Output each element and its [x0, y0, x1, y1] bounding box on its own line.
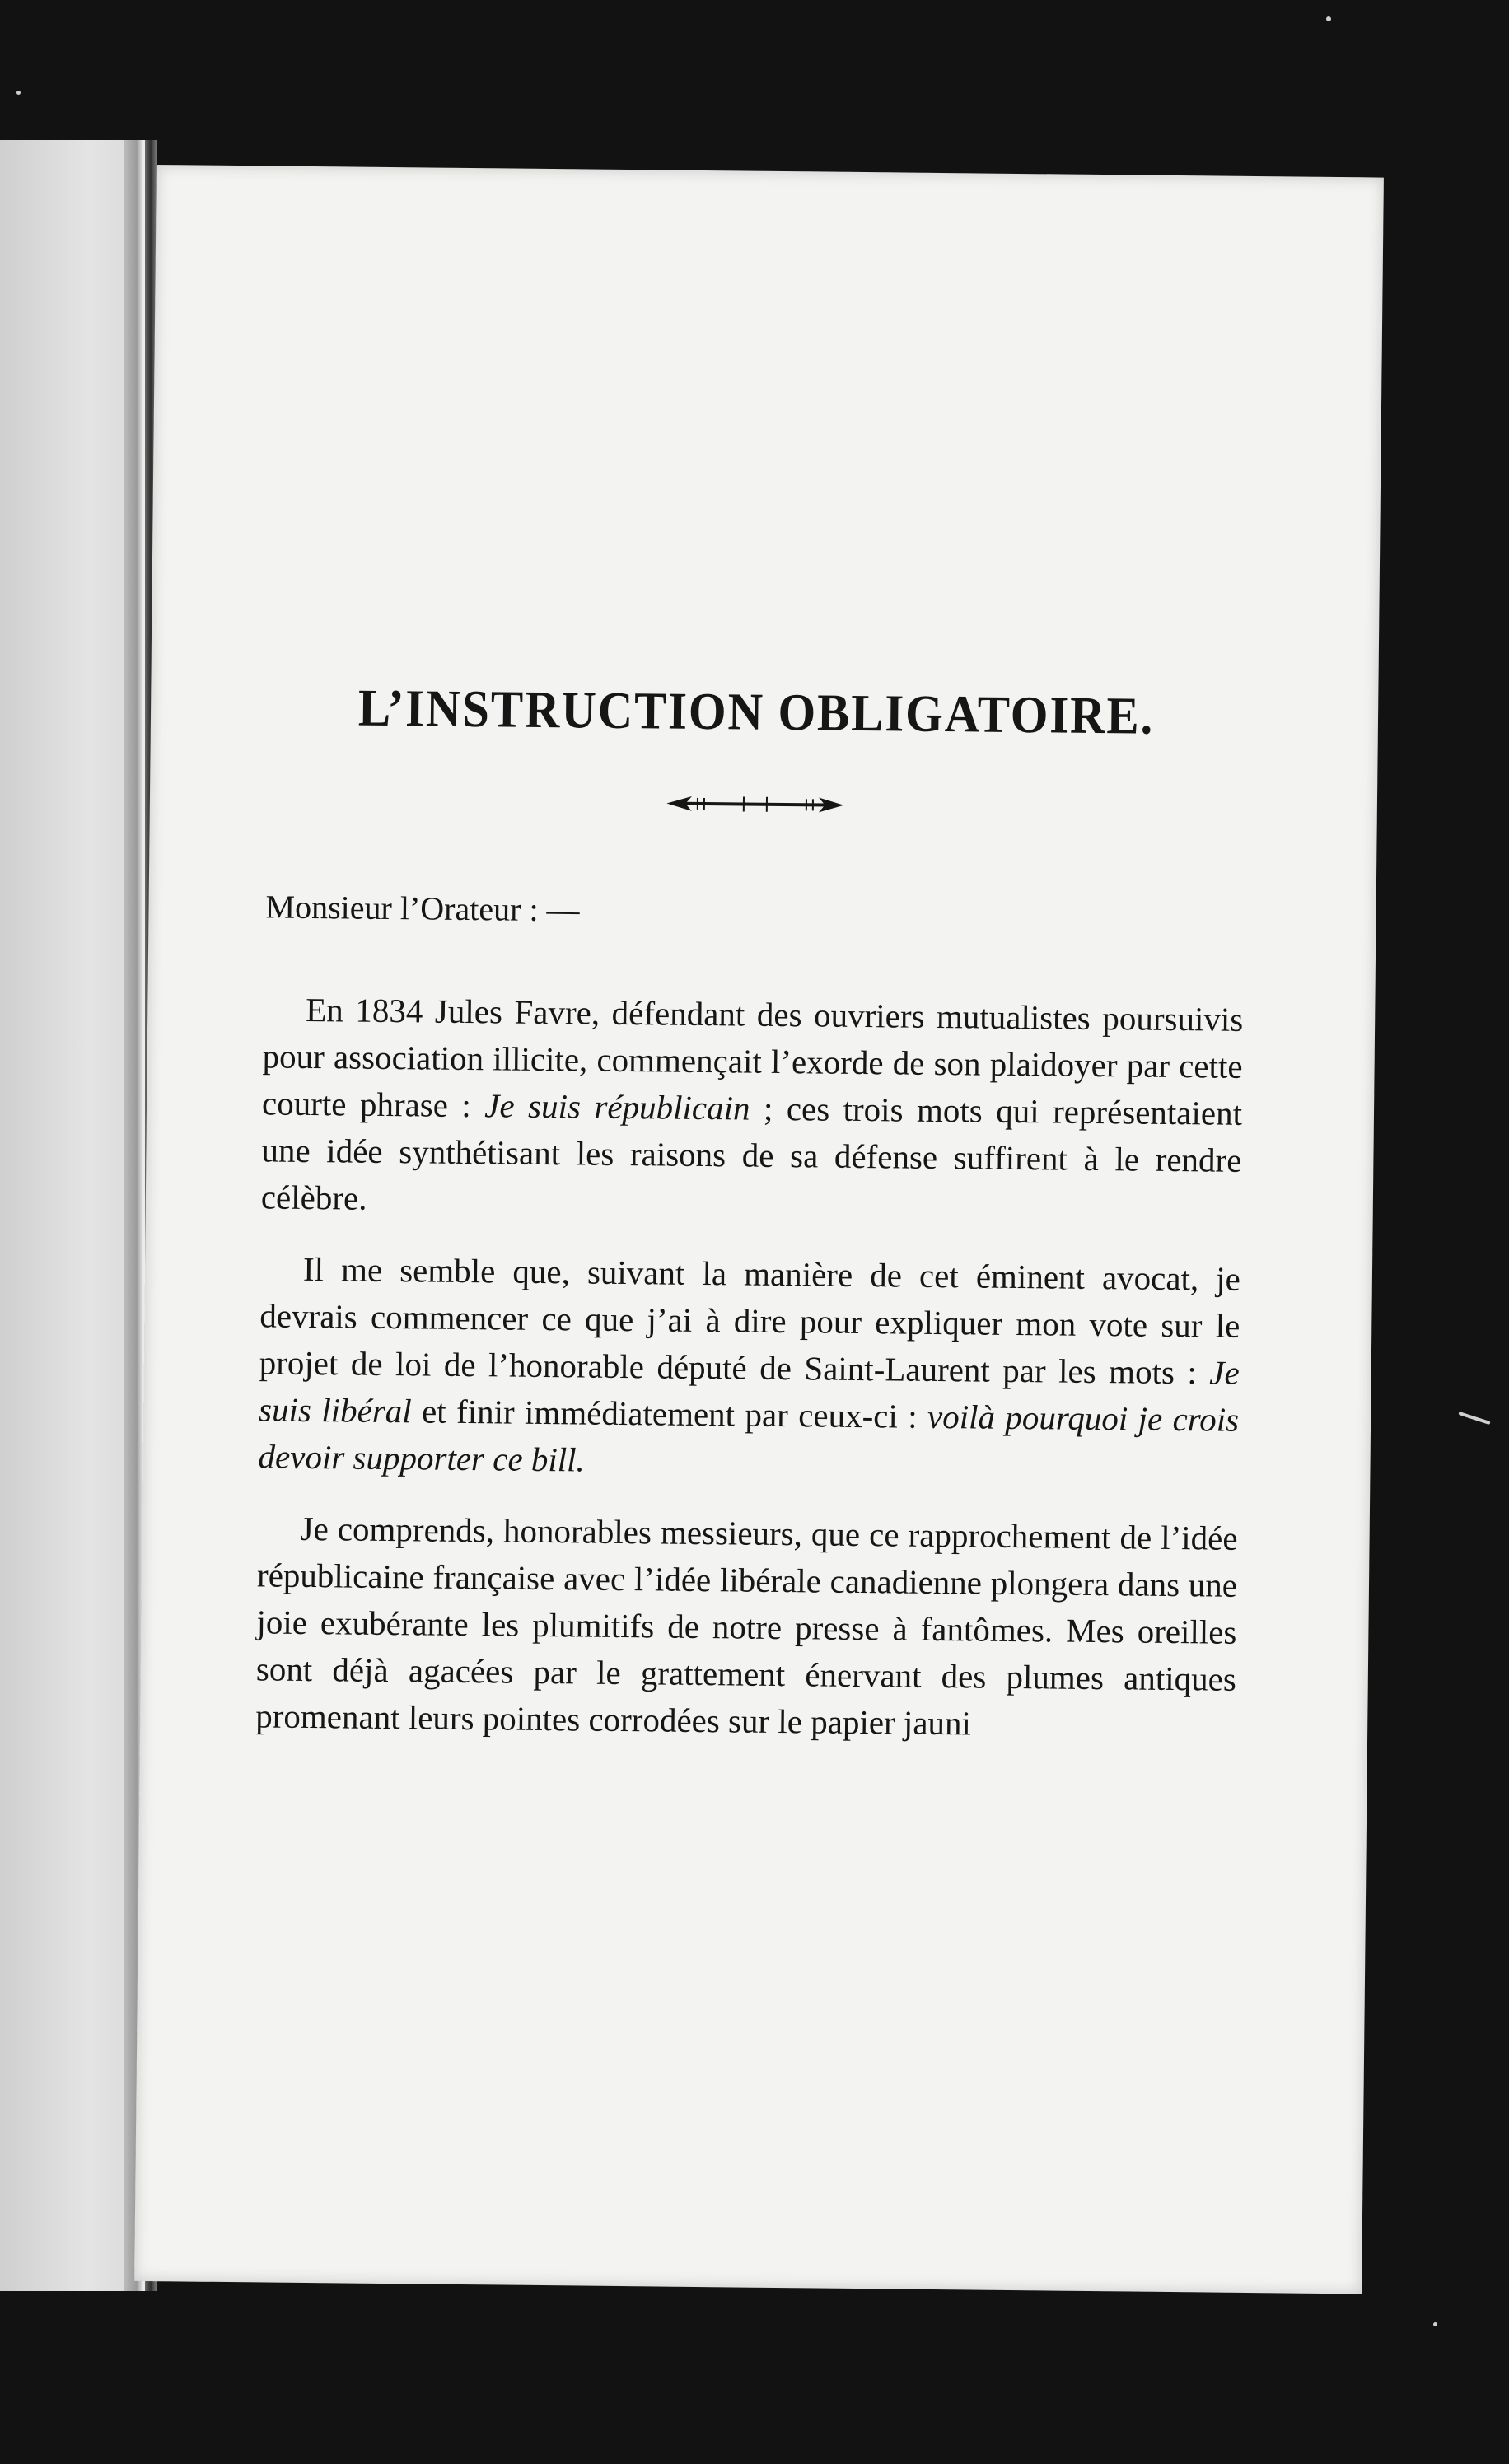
- paragraph-italic-text: Je suis libéral: [258, 1353, 1240, 1430]
- paragraph-text: En 1834 Jules Favre, défendant des ouvriers mutualistes poursuivis pour association illicite, commençait l’exorde de son plaidoyer par cette courte phrase :: [261, 990, 1244, 1125]
- scan-speck: [1326, 16, 1331, 21]
- page-text-block: [255, 676, 1247, 1774]
- salutation: Monsieur l’Orateur : —: [265, 888, 580, 929]
- paragraph-text: Il me semble que, suivant la manière de cet éminent avocat, je devrais commencer ce que j’ai à dire pour expliquer mon vote sur le projet de loi de l’honorable député de Saint-Laurent par les mots :: [259, 1249, 1241, 1392]
- book-page: [134, 165, 1384, 2294]
- paragraph-2: [258, 1245, 1240, 1490]
- scan-speck: [16, 91, 21, 95]
- scan-speck: [1433, 2322, 1437, 2326]
- scan-speck: [1458, 1412, 1490, 1425]
- paragraph-text: Je comprends, honorables messieurs, que ce rapprochement de l’idée républicaine française avec l’idée libérale canadienne plongera dans une joie exubérante les plumitifs de notre presse à fantômes. Mes oreilles sont déjà agacées par le grattement énervant des plumes antiques promenant leurs pointes corrodées sur le papier jauni: [255, 1509, 1238, 1743]
- paragraph-text: et finir immédiatement par ceux-ci :: [411, 1392, 928, 1435]
- paragraph-italic-text: Je suis républicain: [484, 1086, 750, 1127]
- paragraph-italic-text: voilà pourquoi je crois devoir supporter ce bill.: [258, 1397, 1240, 1479]
- paragraph-text: ; ces trois mots qui représentaient une idée synthétisant les raisons de sa défense suffirent à le rendre célèbre.: [260, 1089, 1243, 1217]
- paragraph-3: [255, 1505, 1238, 1749]
- page-title: L’INSTRUCTION OBLIGATOIRE.: [357, 678, 1155, 745]
- printer-ornament-rule-icon: [665, 791, 846, 818]
- paragraph-1: [261, 986, 1244, 1230]
